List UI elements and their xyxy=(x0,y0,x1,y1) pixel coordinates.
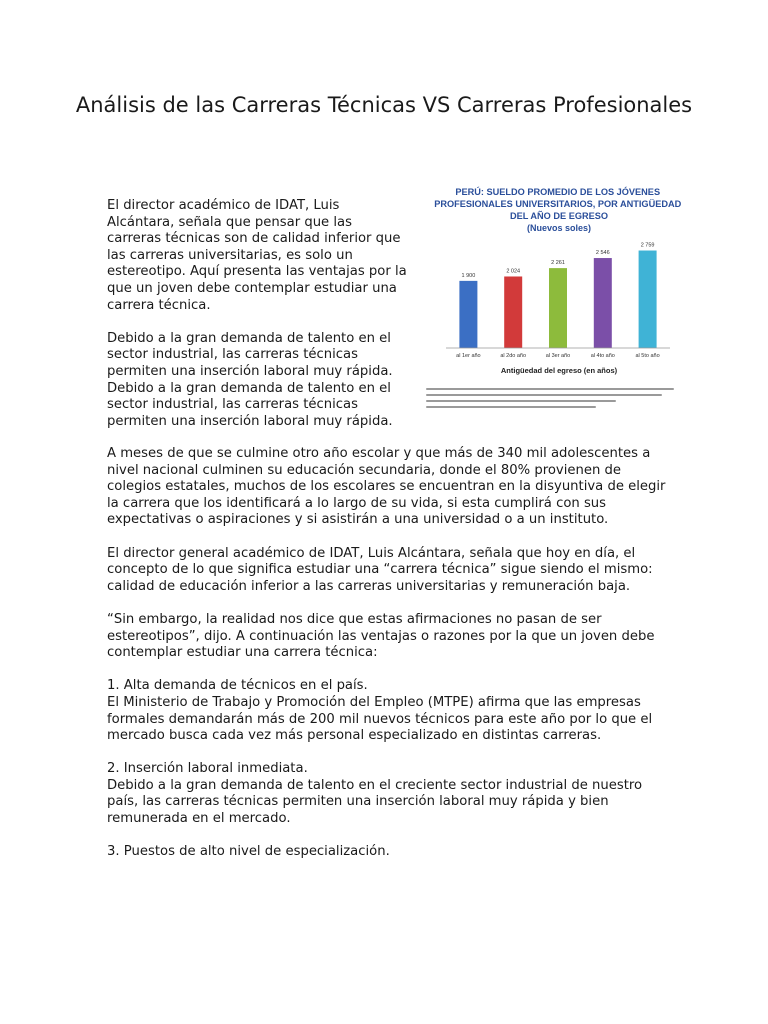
bar-5 xyxy=(639,251,657,348)
intro-paragraph-1: El director académico de IDAT, Luis Alcántara, señala que pensar que las carreras técnicas son de calidad inferior que las carreras universitarias, es solo un estereotipo. Aquí presenta las ventajas por la que un joven debe contemplar estudiar una carrera técnica. xyxy=(107,198,407,313)
category-tick-label-1: al 1er año xyxy=(456,353,481,359)
bar-value-label-5: 2 759 xyxy=(640,242,655,249)
category-tick-label-3: al 3er año xyxy=(545,353,571,359)
category-tick-label-2: al 2do año xyxy=(500,353,527,359)
salary-bar-chart xyxy=(418,180,700,418)
bar-value-label-3: 2 261 xyxy=(551,260,565,267)
bar-3 xyxy=(549,268,567,348)
body-paragraph-6: 3. Puestos de alto nivel de especialización. xyxy=(107,844,390,860)
category-tick-label-5: al 5to año xyxy=(635,353,660,359)
chart-footnote xyxy=(426,388,674,408)
category-tick-label-4: al 4to año xyxy=(590,353,615,359)
intro-paragraph-2: Debido a la gran demanda de talento en el sector industrial, las carreras técnicas permiten una inserción laboral muy rápida. Debido a la gran demanda de talento en el sector industrial, las carreras técnicas permiten una inserción laboral muy rápida. xyxy=(107,330,393,429)
intro-section xyxy=(107,198,407,447)
bar-value-label-1: 1 900 xyxy=(461,272,476,279)
bar-value-label-4: 2 546 xyxy=(595,250,610,257)
x-axis-label: Antigüedad del egreso (en años) xyxy=(500,366,618,375)
bar-4 xyxy=(594,258,612,348)
chart-title: PERÚ: SUELDO PROMEDIO DE LOS JÓVENES PROFESIONALES UNIVERSITARIOS, POR ANTIGÜEDAD DEL AÑO DE EGRESO xyxy=(434,187,682,221)
article-body xyxy=(107,446,667,877)
body-paragraph-4: 1. Alta demanda de técnicos en el país. El Ministerio de Trabajo y Promoción del Empleo (MTPE) afirma que las empresas formales demandarán más de 200 mil nuevos técnicos para este año por lo que el mercado busca cada vez más personal especializado en distintas carreras. xyxy=(107,678,653,744)
body-paragraph-1: A meses de que se culmine otro año escolar y que más de 340 mil adolescentes a nivel nacional culminen su educación secundaria, donde el 80% provienen de colegios estatales, muchos de los escolares se encuentran en la disyuntiva de elegir la carrera que los identificará a lo largo de su vida, si esta cumplirá con sus expectativas o aspiraciones y si asistirán a una universidad o a un instituto. xyxy=(107,446,666,528)
page-title: Análisis de las Carreras Técnicas VS Carreras Profesionales xyxy=(75,93,693,117)
body-paragraph-3: “Sin embargo, la realidad nos dice que estas afirmaciones no pasan de ser estereotipos”, dijo. A continuación las ventajas o razones por la que un joven debe contemplar estudiar una carrera técnica: xyxy=(107,611,655,661)
body-paragraph-5: 2. Inserción laboral inmediata. Debido a la gran demanda de talento en el creciente sector industrial de nuestro país, las carreras técnicas permiten una inserción laboral muy rápida y bien remunerada en el mercado. xyxy=(107,761,643,827)
body-paragraph-2: El director general académico de IDAT, Luis Alcántara, señala que hoy en día, el concepto de lo que significa estudiar una “carrera técnica” sigue siendo el mismo: calidad de educación inferior a las carreras universitarias y remuneración baja. xyxy=(107,545,653,594)
salary-chart-figure xyxy=(418,180,700,418)
bar-2 xyxy=(504,276,522,348)
bar-value-label-2: 2 024 xyxy=(506,268,521,275)
chart-bars xyxy=(456,243,660,359)
chart-subtitle: (Nuevos soles) xyxy=(526,223,592,233)
bar-1 xyxy=(459,281,477,348)
